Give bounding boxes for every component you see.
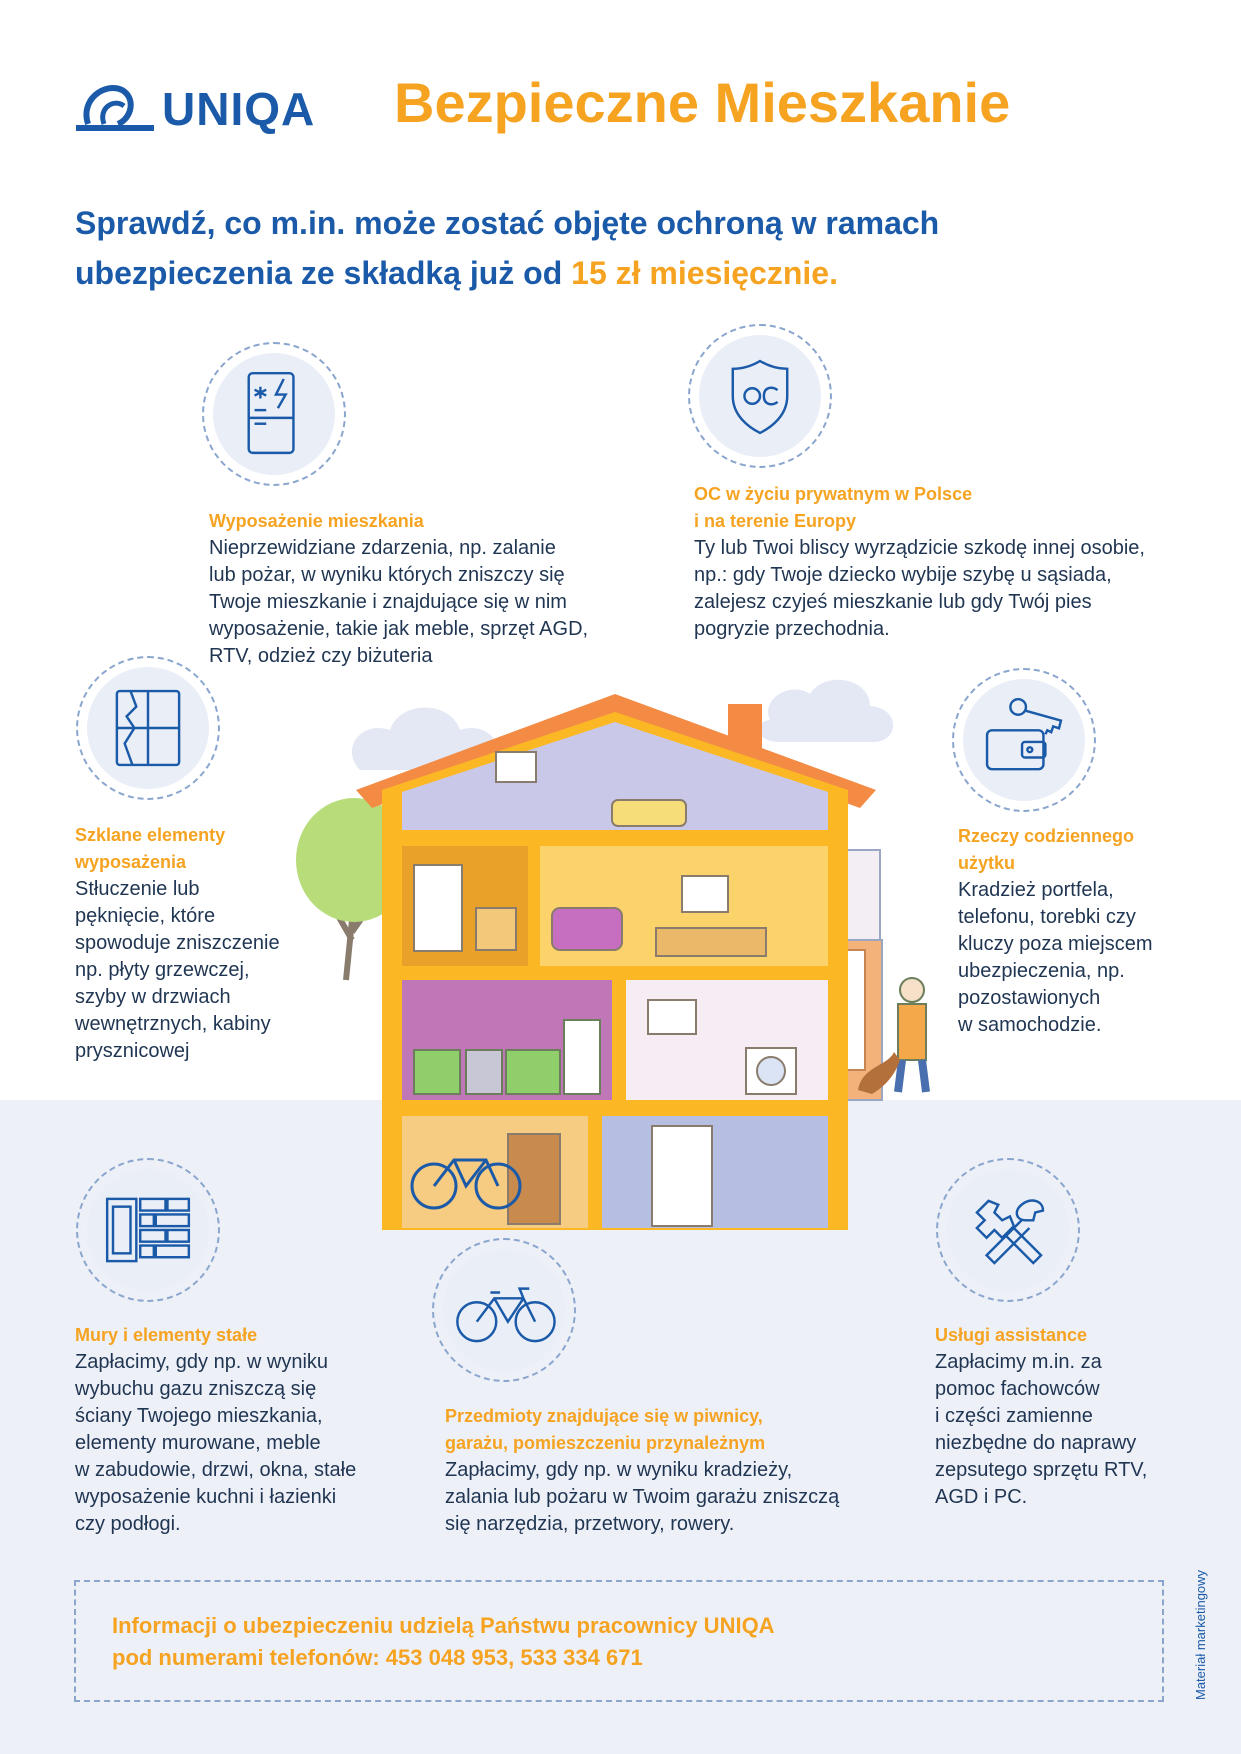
section-text-line: AGD i PC. <box>935 1486 1028 1508</box>
section-mury <box>75 1322 415 1538</box>
section-text-line: wyposażenie, takie jak meble, sprzęt AGD, <box>209 618 589 640</box>
section-text-line: się narzędzia, przetwory, rowery. <box>445 1513 735 1535</box>
logo-text: UNIQA <box>162 83 316 135</box>
lead-amount: 15 <box>571 255 607 291</box>
section-title-line: garażu, pomieszczeniu przynależnym <box>445 1433 766 1453</box>
section-text-line: zalania lub pożaru w Twoim garażu zniszczą <box>445 1486 840 1508</box>
wall-icon <box>78 1160 218 1300</box>
section-text-line: elementy murowane, meble <box>75 1432 321 1454</box>
section-text-line: RTV, odzież czy biżuteria <box>209 645 433 667</box>
section-text-line: pęknięcie, które <box>75 905 216 927</box>
section-text-line: Zapłacimy m.in. za <box>935 1351 1102 1373</box>
section-text-line: i części zamienne <box>935 1405 1093 1427</box>
page-title: Bezpieczne Mieszkanie <box>394 71 1011 134</box>
lead-line-2-suffix: zł miesięcznie. <box>606 255 838 291</box>
section-text-line: czy podłogi. <box>75 1513 181 1535</box>
uniqa-logo <box>74 80 344 140</box>
section-title-line: OC w życiu prywatnym w Polsce <box>694 484 973 504</box>
section-text-line: w zabudowie, drzwi, okna, stałe <box>75 1459 357 1481</box>
contact-info-text <box>112 1610 775 1674</box>
uniqa-swirl-icon <box>74 80 158 140</box>
section-title: Usługi assistance <box>935 1325 1088 1345</box>
house-illustration <box>290 650 970 1240</box>
section-text-line: np.: gdy Twoje dziecko wybije szybę u sąsiada, <box>694 564 1112 586</box>
section-text-line: np. płyty grzewczej, <box>75 959 250 981</box>
lead-text <box>75 198 1075 298</box>
section-text-line: Ty lub Twoi bliscy wyrządzicie szkodę innej osobie, <box>694 537 1145 559</box>
lead-line-2-prefix: ubezpieczenia ze składką już od <box>75 255 572 291</box>
section-rzeczy <box>958 823 1198 1039</box>
section-text-line: Kradzież portfela, <box>958 879 1114 901</box>
section-text-line: niezbędne do naprawy <box>935 1432 1137 1454</box>
section-text-line: ubezpieczenia, np. <box>958 960 1125 982</box>
section-piwnica <box>445 1403 925 1538</box>
section-text-line: Twoje mieszkanie i znajdujące się w nim <box>209 591 567 613</box>
section-title-line: Szklane elementy <box>75 825 226 845</box>
section-title: Mury i elementy stałe <box>75 1325 258 1345</box>
section-text-line: lub pożar, w wyniku których zniszczy się <box>209 564 565 586</box>
section-text-line: pogryzie przechodnia. <box>694 618 890 640</box>
section-text-line: pozostawionych <box>958 987 1101 1009</box>
section-text-line: prysznicowej <box>75 1040 190 1062</box>
section-text-line: ściany Twojego mieszkania, <box>75 1405 323 1427</box>
wallet-key-icon <box>954 670 1094 810</box>
section-text-line: Nieprzewidziane zdarzenia, np. zalanie <box>209 537 556 559</box>
section-text-line: w samochodzie. <box>958 1014 1102 1036</box>
section-text-line: zalejesz czyjeś mieszkanie lub gdy Twój pies <box>694 591 1092 613</box>
section-text-line: Stłuczenie lub <box>75 878 200 900</box>
section-oc <box>694 481 1214 643</box>
section-title-line: Przedmioty znajdujące się w piwnicy, <box>445 1406 763 1426</box>
lead-line-1: Sprawdź, co m.in. może zostać objęte ochroną w ramach <box>75 205 940 241</box>
bicycle-icon-circle <box>432 1238 576 1382</box>
section-text-line: wyposażenie kuchni i łazienki <box>75 1486 337 1508</box>
section-text-line: wybuchu gazu zniszczą się <box>75 1378 317 1400</box>
section-text-line: pomoc fachowców <box>935 1378 1100 1400</box>
marketing-note: Materiał marketingowy <box>1193 1569 1208 1700</box>
section-title-line: wyposażenia <box>75 852 187 872</box>
bicycle-icon <box>434 1240 574 1380</box>
contact-info-line-2: pod numerami telefonów: 453 048 953, 533 334 671 <box>112 1645 643 1670</box>
shield-oc-icon-circle <box>688 324 832 468</box>
section-text-line: Zapłacimy, gdy np. w wyniku kradzieży, <box>445 1459 793 1481</box>
section-text-line: telefonu, torebki czy <box>958 906 1136 928</box>
section-title-line: Rzeczy codziennego <box>958 826 1135 846</box>
fridge-icon-circle <box>202 342 346 486</box>
section-szklane <box>75 822 315 1065</box>
section-wyposazenie <box>209 508 649 670</box>
section-title-line: użytku <box>958 853 1016 873</box>
section-text-line: wewnętrznych, kabiny <box>75 1013 271 1035</box>
section-text-line: spowoduje zniszczenie <box>75 932 280 954</box>
wall-icon-circle <box>76 1158 220 1302</box>
section-text-line: szyby w drzwiach <box>75 986 231 1008</box>
section-text-line: kluczy poza miejscem <box>958 933 1153 955</box>
section-title-line: i na terenie Europy <box>694 511 857 531</box>
section-text-line: zepsutego sprzętu RTV, <box>935 1459 1148 1481</box>
lead-line-2 <box>75 248 1075 298</box>
section-assistance <box>935 1322 1195 1511</box>
wallet-key-icon-circle <box>952 668 1096 812</box>
shield-oc-icon <box>690 326 830 466</box>
section-text-line: Zapłacimy, gdy np. w wyniku <box>75 1351 329 1373</box>
section-title: Wyposażenie mieszkania <box>209 511 424 531</box>
fridge-icon <box>204 344 344 484</box>
contact-info-line-1: Informacji o ubezpieczeniu udzielą Państwu pracownicy UNIQA <box>112 1613 775 1638</box>
broken-glass-icon-circle <box>76 656 220 800</box>
contact-info-box <box>74 1580 1164 1702</box>
broken-glass-icon <box>78 658 218 798</box>
